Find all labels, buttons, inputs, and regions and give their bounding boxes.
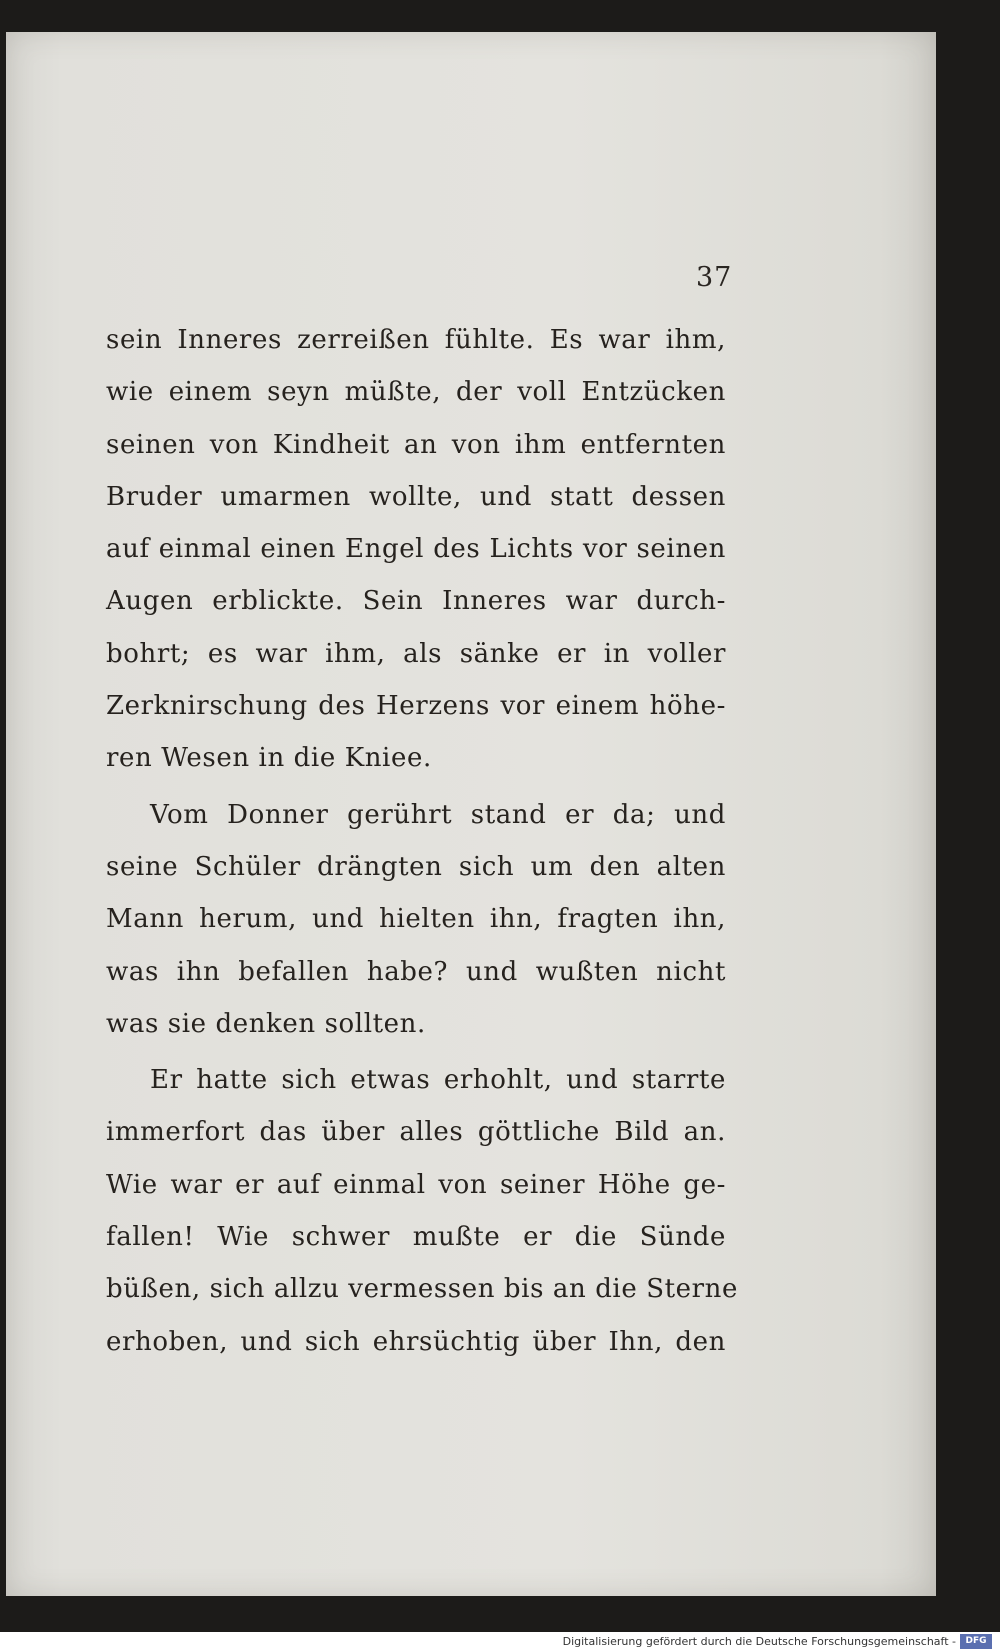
text-line: was sie denken sollten. [106, 1008, 426, 1039]
book-page [6, 32, 936, 1596]
text-line: wie einem seyn müßte, der voll Entzücken [106, 377, 726, 408]
text-line: erhoben, und sich ehrsüchtig über Ihn, den [106, 1326, 726, 1357]
text-line: Bruder umarmen wollte, und statt dessen [106, 481, 726, 512]
text-line: Wie war er auf einmal von seiner Höhe ge- [106, 1169, 726, 1200]
text-line: sein Inneres zerreißen fühlte. Es war ihm, [106, 325, 726, 355]
digitization-credit: Digitalisierung gefördert durch die Deutsche Forschungsgemeinschaft - [562, 1635, 956, 1648]
page-number: 37 [696, 262, 733, 293]
text-line: immerfort das über alles göttliche Bild an. [106, 1117, 726, 1148]
text-line: Vom Donner gerührt stand er da; und [150, 799, 726, 830]
text-line: seinen von Kindheit an von ihm entfernten [106, 429, 726, 460]
dfg-logo-icon: DFG [960, 1634, 992, 1649]
text-line: Er hatte sich etwas erhohlt, und starrte [150, 1065, 726, 1096]
text-line: seine Schüler drängten sich um den alten [106, 851, 726, 882]
body-text [106, 314, 739, 1368]
text-line: was ihn befallen habe? und wußten nicht [106, 956, 726, 987]
text-line: Mann herum, und hielten ihn, fragten ihn, [106, 904, 726, 935]
text-line: Augen erblickte. Sein Inneres war durch- [106, 586, 726, 617]
text-line: büßen, sich allzu vermessen bis an die Sterne [106, 1274, 739, 1305]
text-line: fallen! Wie schwer mußte er die Sünde [106, 1222, 726, 1253]
text-line: bohrt; es war ihm, als sänke er in voller [106, 638, 726, 669]
text-line: Zerknirschung des Herzens vor einem höhe- [106, 691, 726, 722]
text-line: auf einmal einen Engel des Lichts vor seinen [106, 534, 726, 565]
text-line: ren Wesen in die Kniee. [106, 743, 432, 774]
